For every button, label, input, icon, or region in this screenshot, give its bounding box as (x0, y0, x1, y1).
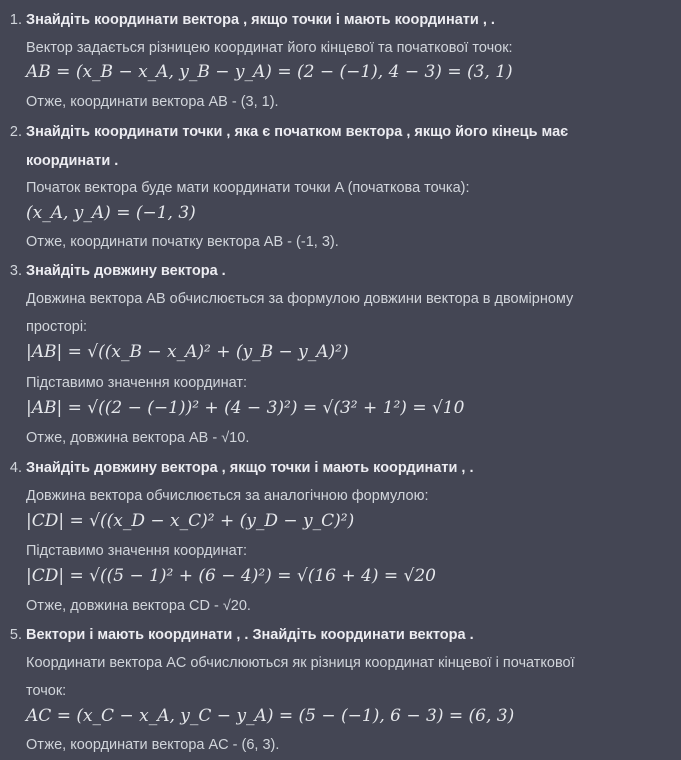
item-line: точок: (26, 683, 67, 699)
formula-line: (x_A, y_A) = (−1, 3) (26, 203, 196, 223)
item-number: 1. (9, 12, 22, 28)
formula-line: |AB| = √((2 − (−1))² + (4 − 3)²) = √(3² + 1²) = √10 (26, 398, 465, 418)
item-line: просторі: (26, 319, 88, 335)
item-heading-continued: координати . (26, 153, 119, 169)
item-line: Довжина вектора обчислюється за аналогічною формулою: (26, 488, 429, 504)
formula-line: |CD| = √((x_D − x_C)² + (y_D − y_C)²) (26, 511, 355, 531)
item-number: 3. (9, 263, 22, 279)
item-line: Підставимо значення координат: (26, 375, 248, 391)
formula-line: AC = (x_C − x_A, y_C − y_A) = (5 − (−1), 6 − 3) = (6, 3) (26, 706, 515, 726)
item-line: Підставимо значення координат: (26, 543, 248, 559)
item-line: Отже, координати початку вектора AB - (-1, 3). (26, 234, 339, 250)
item-line: Отже, довжина вектора CD - √20. (26, 598, 251, 614)
item-number: 4. (9, 460, 22, 476)
item-line: Отже, координати вектора AC - (6, 3). (26, 737, 280, 753)
item-heading: Знайдіть довжину вектора . (26, 263, 226, 279)
item-line: Довжина вектора AB обчислюється за формулою довжини вектора в двомірному (26, 291, 574, 307)
item-heading: Знайдіть довжину вектора , якщо точки і мають координати , . (26, 460, 474, 476)
item-heading: Знайдіть координати точки , яка є початком вектора , якщо його кінець має (26, 124, 569, 140)
formula-line: |CD| = √((5 − 1)² + (6 − 4)²) = √(16 + 4) = √20 (26, 566, 436, 586)
item-line: Початок вектора буде мати координати точки A (початкова точка): (26, 180, 470, 196)
item-line: Отже, довжина вектора AB - √10. (26, 430, 250, 446)
item-number: 5. (9, 627, 22, 643)
item-line: Вектор задається різницею координат його кінцевої та початкової точок: (26, 40, 513, 56)
item-number: 2. (9, 124, 22, 140)
item-heading: Вектори і мають координати , . Знайдіть координати вектора . (26, 627, 474, 643)
item-line: Отже, координати вектора AB - (3, 1). (26, 94, 279, 110)
formula-line: AB = (x_B − x_A, y_B − y_A) = (2 − (−1), 4 − 3) = (3, 1) (26, 62, 513, 82)
formula-line: |AB| = √((x_B − x_A)² + (y_B − y_A)²) (26, 342, 349, 362)
item-heading: Знайдіть координати вектора , якщо точки і мають координати , . (26, 12, 495, 28)
item-line: Координати вектора AC обчислюються як різниця координат кінцевої і початкової (26, 655, 575, 671)
